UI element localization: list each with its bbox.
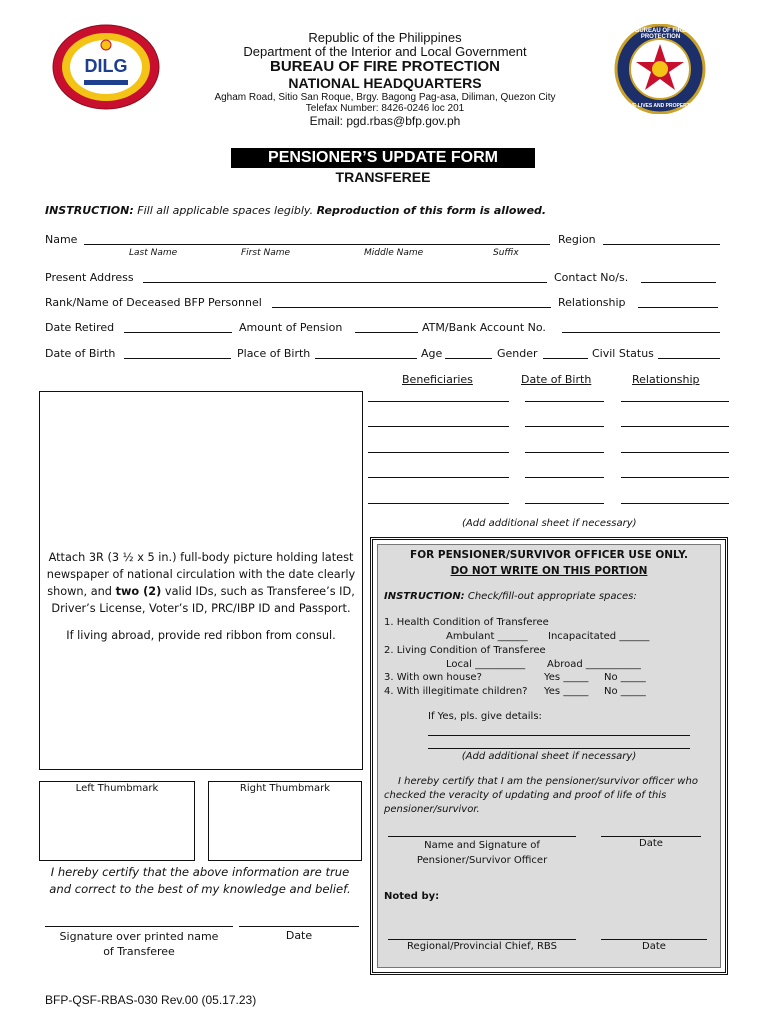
gender-line[interactable] (543, 358, 588, 359)
photo-line-4: Driver’s License, Voter’s ID, PRC/IBP ID and Passport. (51, 602, 351, 615)
officer-instruction (384, 591, 637, 602)
officer-details-line-1[interactable] (428, 735, 690, 736)
photo-line-1: Attach 3R (3 ½ x 5 in.) full-body picture holding latest (48, 551, 354, 564)
officer-date-label: Date (639, 838, 663, 849)
age-line[interactable] (445, 358, 492, 359)
gender-label: Gender (497, 347, 538, 360)
photo-line-3 (40, 583, 362, 600)
header-hq: NATIONAL HEADQUARTERS (288, 75, 482, 91)
age-label: Age (421, 347, 443, 360)
photo-instructions (40, 549, 362, 644)
signature-date-label: Date (285, 929, 313, 942)
beneficiary-dob-line-1[interactable] (525, 401, 604, 402)
beneficiaries-note: (Add additional sheet if necessary) (462, 518, 637, 529)
beneficiary-relationship-header: Relationship (632, 373, 700, 386)
header-email: Email: pgd.rbas@bfp.gov.ph (309, 114, 461, 128)
signature-label-2: of Transferee (103, 945, 175, 958)
civil-status-label: Civil Status (592, 347, 654, 360)
instruction-text: Fill all applicable spaces legibly. (133, 204, 317, 217)
certify-text (39, 864, 361, 898)
first-name-sublabel: First Name (241, 248, 291, 258)
region-label: Region (558, 233, 596, 246)
present-address-line[interactable] (143, 282, 547, 283)
officer-q3-yes[interactable]: Yes _____ (544, 672, 589, 683)
region-line[interactable] (603, 244, 720, 245)
photo-line-5: If living abroad, provide red ribbon from consul. (66, 629, 336, 642)
officer-title-2: DO NOT WRITE ON THIS PORTION (450, 565, 648, 577)
beneficiary-dob-line-4[interactable] (525, 477, 604, 478)
beneficiary-name-line-5[interactable] (368, 503, 509, 504)
officer-panel (370, 537, 728, 975)
officer-q2: 2. Living Condition of Transferee (384, 645, 546, 656)
atm-line[interactable] (562, 332, 720, 333)
officer-ifyes: If Yes, pls. give details: (428, 711, 542, 722)
officer-q3: 3. With own house? (384, 672, 482, 683)
officer-details-line-2[interactable] (428, 748, 690, 749)
civil-status-line[interactable] (658, 358, 720, 359)
contact-label: Contact No/s. (554, 271, 629, 284)
chief-date-line[interactable] (601, 939, 707, 940)
header-address: Agham Road, Sitio San Roque, Brgy. Bagong Pag-asa, Diliman, Quezon City (214, 92, 556, 103)
officer-sig-line[interactable] (388, 836, 576, 837)
header-telefax: Telefax Number: 8426-0246 loc 201 (305, 103, 465, 114)
photo-line-2: newspaper of national circulation with the date clearly (46, 568, 356, 581)
officer-q4-yes[interactable]: Yes _____ (544, 686, 589, 697)
pob-line[interactable] (315, 358, 417, 359)
signature-label-1: Signature over printed name (59, 930, 219, 943)
beneficiary-rel-line-2[interactable] (621, 426, 729, 427)
chief-sig-line[interactable] (388, 939, 576, 940)
beneficiary-dob-line-2[interactable] (525, 426, 604, 427)
beneficiary-name-line-3[interactable] (368, 452, 509, 453)
relationship-line[interactable] (638, 307, 718, 308)
beneficiary-name-line-1[interactable] (368, 401, 509, 402)
noted-by-label: Noted by: (384, 891, 440, 902)
name-line[interactable] (84, 244, 550, 245)
header-department: Department of the Interior and Local Government (243, 44, 527, 59)
left-thumbmark-box[interactable] (39, 781, 195, 861)
right-thumbmark-box[interactable] (208, 781, 362, 861)
certify-line-1: I hereby certify that the above information are true (50, 865, 350, 879)
beneficiaries-header: Beneficiaries (402, 373, 473, 386)
beneficiary-rel-line-1[interactable] (621, 401, 729, 402)
officer-cert-1: I hereby certify that I am the pensioner/survivor officer who (398, 776, 698, 787)
instruction-label: INSTRUCTION: (45, 204, 134, 217)
bfp-seal-motto: SAVE LIVES AND PROPERTIES (623, 103, 698, 109)
officer-sig-label-2: Pensioner/Survivor Officer (416, 855, 548, 866)
signature-date-line[interactable] (239, 926, 359, 927)
amount-pension-line[interactable] (355, 332, 418, 333)
beneficiary-name-line-4[interactable] (368, 477, 509, 478)
pob-label: Place of Birth (237, 347, 311, 360)
form-title-text: PENSIONER’S UPDATE FORM (268, 149, 498, 166)
middle-name-sublabel: Middle Name (364, 248, 424, 258)
photo-box[interactable] (39, 391, 363, 770)
officer-cert (384, 775, 716, 817)
dob-line[interactable] (124, 358, 231, 359)
officer-instruction-text: Check/fill-out appropriate spaces: (464, 591, 637, 602)
form-code: BFP-QSF-RBAS-030 Rev.00 (05.17.23) (45, 993, 257, 1007)
present-address-label: Present Address (45, 271, 134, 284)
officer-q1: 1. Health Condition of Transferee (384, 617, 549, 628)
rank-name-line[interactable] (272, 307, 551, 308)
certify-line-2: and correct to the best of my knowledge and belief. (49, 882, 351, 896)
bfp-seal-text: BUREAU OF FIRE PROTECTION (635, 28, 686, 40)
header-bureau: BUREAU OF FIRE PROTECTION (269, 58, 500, 75)
dob-label: Date of Birth (45, 347, 116, 360)
beneficiary-dob-line-3[interactable] (525, 452, 604, 453)
photo-line-3c: valid IDs, such as Transferee’s ID, (161, 585, 355, 598)
instruction (45, 204, 546, 217)
officer-ambulant[interactable]: Ambulant ______ (446, 631, 528, 642)
photo-line-3a: shown, and (47, 585, 116, 598)
officer-abroad[interactable]: Abroad ___________ (547, 659, 641, 670)
officer-instruction-label: INSTRUCTION: (384, 591, 465, 602)
officer-title-1: FOR PENSIONER/SURVIVOR OFFICER USE ONLY. (410, 549, 688, 561)
dilg-logo-text: DILG (84, 56, 128, 76)
officer-local[interactable]: Local __________ (446, 659, 526, 670)
amount-pension-label: Amount of Pension (239, 321, 343, 334)
relationship-label: Relationship (558, 296, 626, 309)
name-label: Name (45, 233, 78, 246)
beneficiary-dob-line-5[interactable] (525, 503, 604, 504)
left-thumbmark-label: Left Thumbmark (75, 783, 159, 794)
signature-line[interactable] (45, 926, 233, 927)
beneficiary-dob-header: Date of Birth (521, 373, 592, 386)
rank-name-label: Rank/Name of Deceased BFP Personnel (45, 296, 262, 309)
form-subtitle: TRANSFEREE (335, 169, 431, 185)
date-retired-label: Date Retired (45, 321, 115, 334)
contact-line[interactable] (641, 282, 716, 283)
bfp-seal (609, 24, 712, 114)
photo-line-3-bold: two (2) (115, 585, 162, 598)
officer-cert-2: checked the veracity of updating and proof of life of this (384, 790, 667, 801)
officer-panel-inner (377, 544, 721, 968)
atm-label: ATM/Bank Account No. (422, 321, 546, 334)
officer-sig-label (388, 838, 576, 868)
header-republic: Republic of the Philippines (308, 30, 462, 45)
last-name-sublabel: Last Name (129, 248, 178, 258)
officer-cert-3: pensioner/survivor. (384, 804, 480, 815)
beneficiary-rel-line-5[interactable] (621, 503, 729, 504)
chief-date-label: Date (642, 941, 666, 952)
chief-label: Regional/Provincial Chief, RBS (407, 941, 557, 952)
dilg-logo (51, 24, 161, 110)
signature-label (45, 929, 233, 959)
right-thumbmark-label: Right Thumbmark (239, 783, 331, 794)
officer-incapacitated[interactable]: Incapacitated ______ (548, 631, 650, 642)
officer-sig-label-1: Name and Signature of (424, 840, 540, 851)
suffix-sublabel: Suffix (493, 248, 519, 258)
beneficiary-rel-line-4[interactable] (621, 477, 729, 478)
form-title (231, 148, 535, 168)
beneficiary-name-line-2[interactable] (368, 426, 509, 427)
date-retired-line[interactable] (124, 332, 232, 333)
officer-q3-no[interactable]: No _____ (604, 672, 646, 683)
officer-date-line[interactable] (601, 836, 701, 837)
officer-q4-no[interactable]: No _____ (604, 686, 646, 697)
instruction-bold: Reproduction of this form is allowed. (316, 204, 547, 217)
beneficiary-rel-line-3[interactable] (621, 452, 729, 453)
officer-add-sheet: (Add additional sheet if necessary) (461, 751, 637, 762)
officer-q4: 4. With illegitimate children? (384, 686, 528, 697)
